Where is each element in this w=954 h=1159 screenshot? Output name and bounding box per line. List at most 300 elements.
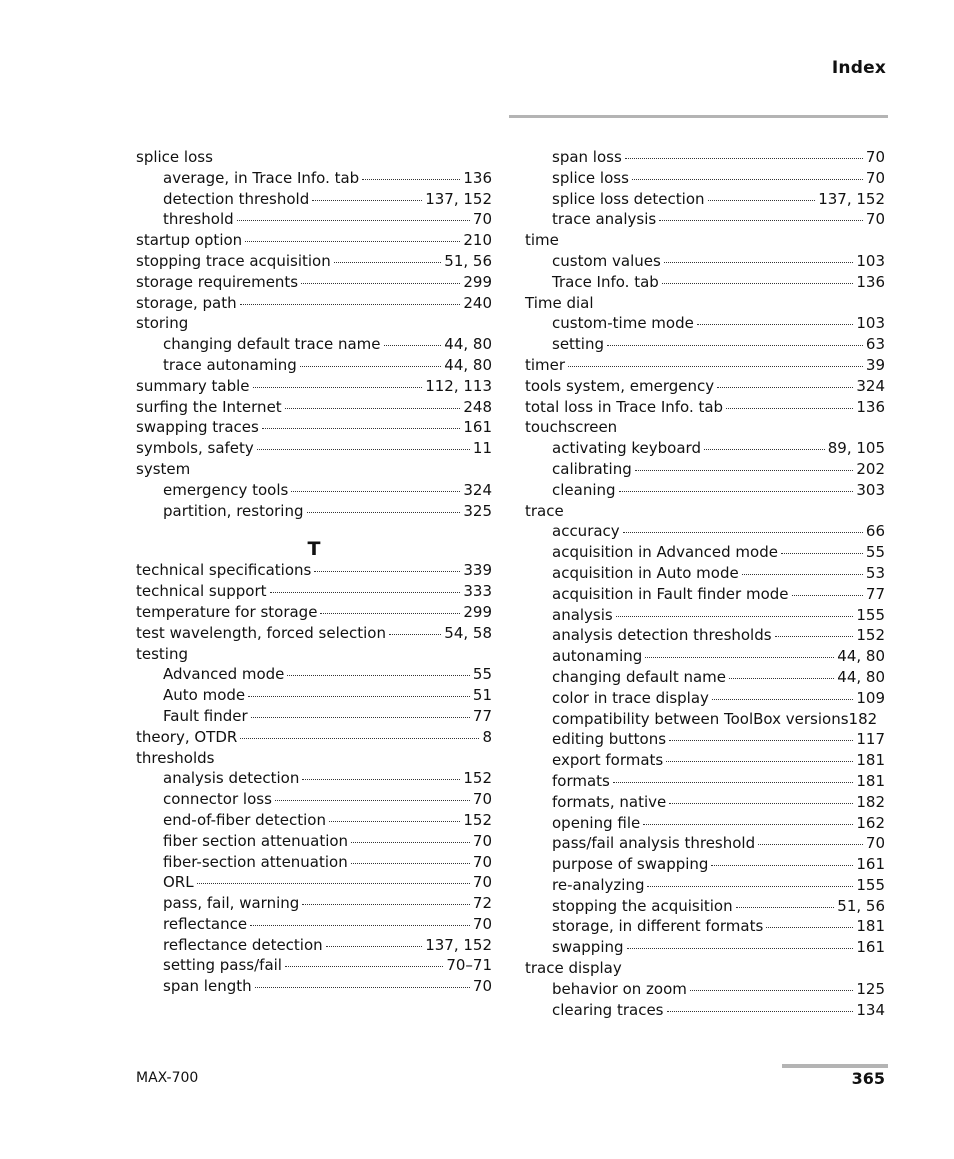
index-term: end-of-fiber detection	[163, 810, 326, 829]
index-subentry	[525, 667, 885, 688]
index-term: splice loss detection	[552, 189, 705, 208]
index-term: span length	[163, 977, 252, 996]
index-term: Trace Info. tab	[552, 272, 659, 291]
index-entry	[525, 355, 885, 376]
dot-leader	[245, 241, 460, 242]
page-reference: 152	[463, 810, 492, 829]
dot-leader	[712, 699, 853, 700]
page-reference: 137, 152	[425, 935, 492, 954]
index-term: autonaming	[552, 647, 643, 666]
index-term: stopping the acquisition	[552, 896, 733, 915]
dot-leader	[351, 863, 470, 864]
page-reference: 125	[856, 979, 885, 998]
index-term: analysis detection	[163, 769, 300, 788]
page-reference: 339	[463, 561, 492, 580]
index-subentry	[525, 750, 885, 771]
index-term: average, in Trace Info. tab	[163, 168, 360, 187]
index-term: fiber section attenuation	[163, 831, 349, 850]
index-subentry	[525, 584, 885, 605]
index-term: trace autonaming	[163, 355, 297, 374]
dot-leader	[275, 800, 470, 801]
index-subentry	[525, 979, 885, 1000]
page-reference: 53	[865, 563, 885, 582]
dot-leader	[792, 595, 863, 596]
index-term: timer	[525, 355, 566, 374]
dot-leader	[197, 883, 470, 884]
index-subentry	[525, 189, 885, 210]
index-term: storage, in different formats	[552, 917, 764, 936]
dot-leader	[253, 387, 423, 388]
index-entry	[136, 602, 492, 623]
dot-leader	[300, 366, 442, 367]
index-subentry	[525, 625, 885, 646]
page-reference: 161	[463, 418, 492, 437]
dot-leader	[351, 842, 470, 843]
index-subentry	[525, 334, 885, 355]
index-term: trace display	[525, 959, 622, 978]
page-reference: 70	[472, 914, 492, 933]
page-reference: 70	[472, 977, 492, 996]
index-term: acquisition in Fault finder mode	[552, 584, 789, 603]
page-reference: 44, 80	[444, 335, 492, 354]
dot-leader	[607, 345, 863, 346]
index-subentry	[525, 896, 885, 917]
page-reference: 51, 56	[444, 251, 492, 270]
index-term: tools system, emergency	[525, 376, 715, 395]
index-term: touchscreen	[525, 418, 618, 437]
page-reference: 155	[856, 605, 885, 624]
page-reference: 51, 56	[837, 896, 885, 915]
page-reference: 44, 80	[837, 647, 885, 666]
index-term: accuracy	[552, 522, 620, 541]
index-term: setting pass/fail	[163, 956, 282, 975]
dot-leader	[647, 886, 853, 887]
index-subentry	[136, 480, 492, 501]
index-subentry	[136, 334, 492, 355]
dot-leader	[708, 200, 816, 201]
page-reference: 181	[856, 917, 885, 936]
index-term: detection threshold	[163, 189, 310, 208]
index-term: Auto mode	[163, 686, 246, 705]
index-term: symbols, safety	[136, 439, 254, 458]
index-term: test wavelength, forced selection	[136, 623, 386, 642]
dot-leader	[766, 927, 853, 928]
index-subentry	[136, 831, 492, 852]
page-reference: 137, 152	[818, 189, 885, 208]
index-term: storing	[136, 314, 189, 333]
index-term: reflectance	[163, 914, 248, 933]
dot-leader	[742, 574, 863, 575]
index-term: editing buttons	[552, 730, 667, 749]
page-reference: 161	[856, 855, 885, 874]
index-entry	[136, 644, 492, 665]
index-subentry	[525, 937, 885, 958]
index-subentry	[525, 916, 885, 937]
index-subentry	[136, 664, 492, 685]
header-rule	[509, 115, 888, 118]
page-reference: 89, 105	[827, 439, 885, 458]
dot-leader	[625, 158, 863, 159]
index-subentry	[525, 251, 885, 272]
dot-leader	[237, 220, 470, 221]
page-reference: 70	[865, 168, 885, 187]
index-entry	[136, 293, 492, 314]
page-reference: 44, 80	[837, 667, 885, 686]
index-entry	[136, 251, 492, 272]
index-term: surfing the Internet	[136, 397, 282, 416]
dot-leader	[662, 283, 854, 284]
index-entry	[136, 748, 492, 769]
dot-leader	[667, 1011, 854, 1012]
dot-leader	[669, 803, 853, 804]
page-reference: 136	[856, 272, 885, 291]
page-reference: 39	[865, 355, 885, 374]
index-term: storage requirements	[136, 272, 299, 291]
index-term: splice loss	[552, 168, 629, 187]
page-reference: 70	[865, 210, 885, 229]
page-reference: 66	[865, 522, 885, 541]
page-reference: 11	[472, 439, 492, 458]
index-term: total loss in Trace Info. tab	[525, 397, 724, 416]
index-term: behavior on zoom	[552, 979, 687, 998]
index-term: splice loss	[136, 148, 213, 166]
index-term: export formats	[552, 751, 664, 770]
index-term: Time dial	[525, 293, 594, 312]
index-subentry	[136, 355, 492, 376]
index-entry	[136, 438, 492, 459]
index-entry	[525, 397, 885, 418]
index-entry	[136, 623, 492, 644]
dot-leader	[659, 220, 863, 221]
index-term: changing default trace name	[163, 335, 381, 354]
page-reference: 77	[865, 584, 885, 603]
index-term: color in trace display	[552, 688, 709, 707]
index-term: stopping trace acquisition	[136, 251, 331, 270]
index-entry	[136, 376, 492, 397]
page-reference: 210	[463, 231, 492, 250]
index-entry	[136, 581, 492, 602]
index-entry	[136, 313, 492, 334]
index-entry	[525, 230, 885, 251]
index-term: analysis detection thresholds	[552, 626, 772, 645]
page-reference: 70	[472, 210, 492, 229]
page-reference: 70–71	[446, 956, 492, 975]
page-reference: 70	[865, 148, 885, 166]
dot-leader	[726, 408, 853, 409]
page-reference: 112, 113	[425, 376, 492, 395]
index-term: trace	[525, 501, 564, 520]
index-subentry	[525, 542, 885, 563]
page-reference: 70	[865, 834, 885, 853]
page-reference: 70	[472, 852, 492, 871]
dot-leader	[632, 179, 863, 180]
page-reference: 109	[856, 688, 885, 707]
dot-leader	[326, 946, 423, 947]
dot-leader	[389, 634, 441, 635]
dot-leader	[613, 782, 853, 783]
index-subentry	[525, 521, 885, 542]
page-reference: 117	[856, 730, 885, 749]
page-reference: 324	[463, 480, 492, 499]
index-column-left	[136, 147, 492, 997]
dot-leader	[285, 408, 461, 409]
page-reference: 54, 58	[444, 623, 492, 642]
dot-leader	[697, 324, 854, 325]
index-term: custom-time mode	[552, 314, 694, 333]
dot-leader	[362, 179, 460, 180]
page-reference: 136	[463, 168, 492, 187]
page-reference: 182	[856, 792, 885, 811]
index-term: pass, fail, warning	[163, 894, 300, 913]
index-term: summary table	[136, 376, 250, 395]
page-reference: 136	[856, 397, 885, 416]
index-subentry	[525, 147, 885, 168]
dot-leader	[240, 738, 479, 739]
dot-leader	[329, 821, 460, 822]
dot-leader	[635, 470, 854, 471]
dot-leader	[262, 428, 461, 429]
index-term: custom values	[552, 251, 661, 270]
page-reference: 324	[856, 376, 885, 395]
dot-leader	[568, 366, 863, 367]
page-reference: 248	[463, 397, 492, 416]
dot-leader	[250, 925, 470, 926]
index-term: acquisition in Advanced mode	[552, 543, 778, 562]
index-entry	[136, 560, 492, 581]
index-entry	[525, 376, 885, 397]
dot-leader	[291, 491, 460, 492]
index-subentry	[525, 168, 885, 189]
index-subentry	[136, 789, 492, 810]
index-subentry	[136, 168, 492, 189]
page-reference: 134	[856, 1000, 885, 1019]
dot-leader	[302, 904, 470, 905]
index-term: emergency tools	[163, 480, 289, 499]
index-term: opening file	[552, 813, 641, 832]
index-term: compatibility between ToolBox versions	[552, 709, 849, 728]
page-reference: 55	[472, 665, 492, 684]
index-subentry	[136, 501, 492, 522]
section-letter-t: T	[307, 538, 321, 561]
index-subentry	[136, 914, 492, 935]
dot-leader	[666, 761, 853, 762]
dot-leader	[312, 200, 422, 201]
index-term: analysis	[552, 605, 613, 624]
dot-leader	[320, 613, 460, 614]
index-subentry	[525, 792, 885, 813]
page-reference: 152	[463, 769, 492, 788]
page-reference: 70	[472, 873, 492, 892]
index-term: span loss	[552, 148, 622, 166]
dot-leader	[240, 304, 461, 305]
index-subentry	[525, 480, 885, 501]
index-term: storage, path	[136, 293, 237, 312]
dot-leader	[257, 449, 470, 450]
index-subentry	[136, 768, 492, 789]
index-term: technical support	[136, 582, 267, 601]
dot-leader	[729, 678, 834, 679]
index-term: testing	[136, 644, 189, 663]
dot-leader	[690, 990, 853, 991]
index-subentry	[525, 209, 885, 230]
index-term: connector loss	[163, 790, 272, 809]
index-subentry	[525, 272, 885, 293]
page-reference: 299	[463, 272, 492, 291]
index-subentry	[525, 563, 885, 584]
index-term: Fault finder	[163, 706, 248, 725]
index-term: cleaning	[552, 480, 616, 499]
page-reference: 299	[463, 602, 492, 621]
index-term: time	[525, 231, 559, 250]
dot-leader	[287, 675, 470, 676]
dot-leader	[627, 948, 854, 949]
index-subentry	[525, 833, 885, 854]
page-reference: 55	[865, 543, 885, 562]
index-entry	[136, 272, 492, 293]
index-subentry	[136, 935, 492, 956]
dot-leader	[781, 553, 863, 554]
page-reference: 63	[865, 335, 885, 354]
index-subentry	[525, 646, 885, 667]
index-term: re-analyzing	[552, 875, 645, 894]
index-subentry	[136, 976, 492, 997]
dot-leader	[619, 491, 854, 492]
index-term: pass/fail analysis threshold	[552, 834, 756, 853]
index-subentry	[136, 685, 492, 706]
dot-leader	[248, 696, 470, 697]
page-reference: 70	[472, 831, 492, 850]
index-subentry	[136, 706, 492, 727]
dot-leader	[736, 907, 835, 908]
index-subentry	[136, 872, 492, 893]
page-reference: 181	[856, 751, 885, 770]
dot-leader	[314, 571, 460, 572]
dot-leader	[645, 657, 834, 658]
index-term: formats	[552, 771, 610, 790]
dot-leader	[623, 532, 863, 533]
dot-leader	[384, 345, 442, 346]
page-reference: 103	[856, 314, 885, 333]
index-subentry	[136, 810, 492, 831]
index-term: clearing traces	[552, 1000, 664, 1019]
page-reference: 103	[856, 251, 885, 270]
index-group-t	[136, 560, 492, 997]
dot-leader	[301, 283, 460, 284]
dot-leader	[669, 740, 853, 741]
index-term: system	[136, 459, 191, 478]
dot-leader	[643, 824, 853, 825]
page-reference: 137, 152	[425, 189, 492, 208]
index-term: calibrating	[552, 459, 632, 478]
footer-page-number: 365	[851, 1069, 885, 1088]
index-group-s	[136, 147, 492, 521]
index-column-right	[525, 147, 885, 1020]
index-subentry	[525, 771, 885, 792]
index-term: setting	[552, 335, 605, 354]
dot-leader	[758, 844, 863, 845]
dot-leader	[302, 779, 460, 780]
index-subentry	[136, 955, 492, 976]
dot-leader	[775, 636, 854, 637]
index-subentry	[136, 189, 492, 210]
dot-leader	[664, 262, 854, 263]
index-term: formats, native	[552, 792, 667, 811]
dot-leader	[616, 616, 854, 617]
page-reference: 162	[856, 813, 885, 832]
page-reference: 77	[472, 706, 492, 725]
dot-leader	[270, 592, 461, 593]
page-reference: 182	[848, 709, 878, 728]
page-reference: 240	[463, 293, 492, 312]
index-entry	[136, 459, 492, 480]
index-entry	[136, 397, 492, 418]
footer-product: MAX-700	[136, 1070, 199, 1086]
dot-leader	[334, 262, 442, 263]
page-reference: 325	[463, 501, 492, 520]
index-subentry	[525, 854, 885, 875]
index-term: trace analysis	[552, 210, 657, 229]
index-term: partition, restoring	[163, 501, 304, 520]
page-reference: 303	[856, 480, 885, 499]
index-subentry	[136, 893, 492, 914]
index-subentry	[525, 459, 885, 480]
page-header-title: Index	[831, 58, 886, 78]
dot-leader	[285, 966, 443, 967]
index-subentry	[525, 688, 885, 709]
index-term: activating keyboard	[552, 439, 701, 458]
index-term: Advanced mode	[163, 665, 285, 684]
index-term: thresholds	[136, 748, 215, 767]
index-entry	[136, 727, 492, 748]
index-subentry	[525, 438, 885, 459]
page-reference: 51	[472, 686, 492, 705]
index-subentry	[525, 709, 885, 730]
page-reference: 202	[856, 459, 885, 478]
index-term: ORL	[163, 873, 194, 892]
page-reference: 70	[472, 790, 492, 809]
page-reference: 72	[472, 894, 492, 913]
page-reference: 44, 80	[444, 355, 492, 374]
index-subentry	[525, 875, 885, 896]
index-subentry	[525, 1000, 885, 1021]
index-entry	[525, 417, 885, 438]
index-subentry	[525, 813, 885, 834]
index-subentry	[525, 605, 885, 626]
index-term: temperature for storage	[136, 602, 318, 621]
page-reference: 181	[856, 771, 885, 790]
index-term: technical specifications	[136, 561, 312, 580]
index-subentry	[136, 852, 492, 873]
index-term: changing default name	[552, 667, 727, 686]
index-group-t-continued	[525, 147, 885, 1020]
index-entry	[136, 417, 492, 438]
index-entry	[525, 958, 885, 979]
dot-leader	[704, 449, 825, 450]
index-term: swapping traces	[136, 418, 259, 437]
page-reference: 333	[463, 582, 492, 601]
index-term: acquisition in Auto mode	[552, 563, 739, 582]
dot-leader	[717, 387, 853, 388]
index-term: reflectance detection	[163, 935, 323, 954]
index-term: startup option	[136, 231, 243, 250]
footer-rule	[782, 1064, 888, 1068]
page-reference: 152	[856, 626, 885, 645]
index-subentry	[525, 729, 885, 750]
page-reference: 155	[856, 875, 885, 894]
index-term: fiber-section attenuation	[163, 852, 348, 871]
index-entry	[136, 147, 492, 168]
dot-leader	[255, 987, 470, 988]
